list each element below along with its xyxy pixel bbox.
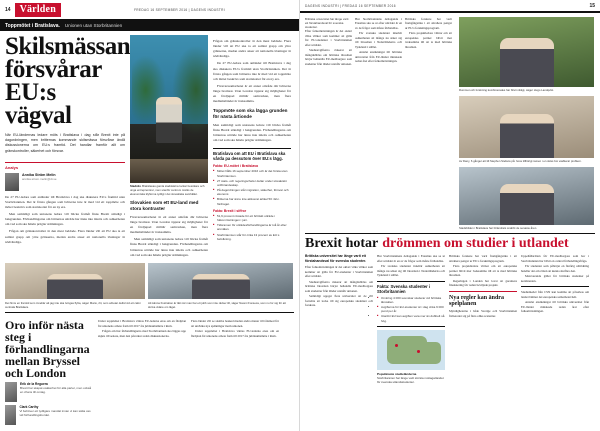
- quote-avatar: [5, 405, 16, 425]
- section-title: Toppmötet i Bratislava.: [5, 23, 60, 29]
- quote-text: Brexit har skapat osäkerhet för alla parter, men också en chans till omtag.: [19, 386, 91, 395]
- right-photo-mid: [459, 96, 594, 158]
- list-item: ■ Storbritannien står för cirka 13 procent av EU:s befolkning.: [213, 233, 291, 241]
- paragraph: Efter folkomröstningen är det oklart vilka villkor som kommer att gälla för EU-studenter i Storbritannien efter utträdet.: [305, 29, 352, 47]
- feature-col-2: [377, 254, 445, 384]
- strip-caption-left: Det finns en framtid som innebär att jag inte ska tvingas flytta, säger Mario, 24, som arbetar deltid vid ett café i centrala Bratislava.: [5, 300, 142, 309]
- paragraph: Studieavgifterna riskerar att mångdubblas om brittiska lärosäten börjar behandla EU-medborgare som studenter från länder utanför unionen.: [305, 48, 352, 66]
- photo-subject: [156, 97, 182, 143]
- right-top-kicker: Brittiska universitet har länge varit ett förstahandsval för svenska studenter.: [305, 17, 349, 30]
- lead-paragraph: Frågan om gränskontroller är den mest laddade. Flera länder vill att EU ska ta ett samlat grepp om yttre gränserna, medan andra anser att nationella lösningar är nödvändiga.: [213, 39, 291, 59]
- bottom-paragraph: Under toppmötet i Bratislava väntas EU-ledarna enas om en färdplan för unionens arbete fram till 2017 års jubileumsmöte i Rom.: [191, 329, 279, 338]
- quote-text: Vi behöver ett tydligare mandat innan vi kan sätta oss vid förhandlingsbordet.: [19, 409, 91, 418]
- factbox: [213, 148, 291, 241]
- list-item: ■ Britterna har ännu inte aktiverat artikel 50 i EU-fördraget.: [213, 197, 291, 205]
- lead-photo: [130, 35, 208, 183]
- quote-name: Erik de la Reguera: [19, 382, 48, 387]
- paragraph: Studieavgifterna riskerar att mångdubblas om brittiska lärosäten börjar behandla EU-medborgare som studenter från länder utanför unionen.: [305, 279, 373, 293]
- bottom-paragraph: Frågan om hur förhandlingarna med Storbritannien ska läggas upp skjuts till senare, men den påverkar redan diskussionerna.: [98, 329, 186, 338]
- list-item: ■ • Utanför EU kan avgiften vara mer än dubbelt så hög.: [377, 314, 445, 322]
- factbox-title: Bratislava om att EU i Bratislava ska vårda pa dessutom över EU:s lägg.: [213, 151, 286, 162]
- divider: [305, 233, 595, 234]
- lead-paragraph: De 27 EU-ledare som anländer till Bratislava i dag ska diskutera EU:s framtid utan Storbritannien. Det är första gången som britterna inte är med vid ett toppmöte och mötet beskrivs som startskottet för en ny era.: [213, 61, 291, 81]
- feature-columns: [300, 251, 600, 384]
- photo-subject: [192, 274, 250, 299]
- list-item: ■ 51,9 procent röstade för ett brittiskt utträde i folkomröstningen i juni.: [213, 214, 291, 222]
- feature-col-1: [305, 254, 373, 384]
- paragraph: Regeringen i London har lovat att garantera finansiering för redan beviljade projekt.: [449, 278, 517, 288]
- paragraph: Hur Storbritanniens deltagande i Erasmus ska se ut efter utträdet är en av de frågor som måste förhandlas.: [355, 17, 402, 30]
- feature-kicker: Brittiska universitet har länge varit ett förstahandsval för svenska studenter.: [305, 254, 367, 263]
- list-item: ■ På dagordningen står migration, säkerhet, försvar och ekonomi.: [213, 188, 291, 196]
- paragraph: För svenska studenter innebär osäkerheten att många nu söker sig till lärosäten i Nederländerna och Tyskland i stället.: [355, 31, 402, 49]
- quote-name: Clark Carthy: [19, 405, 39, 410]
- paragraph: För studenter som påbörjat en flerårig utbildning handlar det om rätten att kunna slutföra den.: [521, 264, 589, 273]
- bottom-body-column-2: [191, 319, 279, 428]
- map-marker: [395, 344, 398, 347]
- lead-paragraph: Frågan om gränskontroller är den mest laddade. Flera länder vill att EU ska ta ett samlat grepp om yttre gränserna, medan andra anser att nationella lösningar är nödvändiga.: [5, 229, 125, 244]
- map-title: Populäraste studieländerna: [377, 371, 417, 376]
- bottom-paragraph: Under toppmötet i Bratislava väntas EU-ledarna enas om en färdplan för unionens arbete fram till 2017 års jubileumsmöte i Rom.: [98, 319, 186, 328]
- divider: [521, 286, 589, 287]
- paragraph: Efter folkomröstningen är det oklart vilka villkor som kommer att gälla för EU-studenter i Storbritannien efter utträdet.: [305, 265, 373, 279]
- factbox-column: [213, 35, 291, 260]
- paragraph: Motsvarande gäller för brittiska studenter på kontinenten.: [521, 274, 589, 283]
- bottom-package: [0, 316, 299, 431]
- paragraph: Brittiska forskare har varit framgångsrika i att attrahera pengar ur EU:s forskningsprogram.: [405, 17, 452, 30]
- paragraph: Hur Storbritanniens deltagande i Erasmus ska se ut efter utträdet är en av de frågor som måste förhandlas.: [377, 254, 445, 263]
- paragraph: Flera projektledare vittnar om att europeiska partner blivit mer tveksamma till att ta med brittiska lärosäten.: [405, 31, 452, 49]
- paragraph: Brittiska forskare har varit framgångsrika i att attrahera pengar ur EU:s forskningsprogram.: [449, 254, 517, 263]
- lead-paragraph: Men samtidigt som unionens ledare vill blicka framåt finns Brexit ständigt i bakgrunden. Förhandlingarna om britternas utträde har ännu inte inletts och osäkerheten om vad som ska hända präglar stämningen.: [213, 122, 291, 143]
- paragraph: Studiemedel från CSN kan komma att påverkas om landet lämnar det europeiska samarbetet helt.: [521, 290, 589, 299]
- section-bar: [0, 21, 299, 31]
- quote-block: [5, 382, 93, 402]
- europe-map: [377, 330, 445, 370]
- right-top-photos: [459, 17, 594, 230]
- paragraph: Flera projektledare vittnar om att europeiska partner blivit mer tveksamma till att ta med brittiska lärosäten.: [449, 264, 517, 278]
- paragraph: Antalet ansökningar till brittiska universitet från EU-länder minskade redan året efter folkomröstningen.: [521, 300, 589, 314]
- author-avatar: [5, 173, 19, 191]
- lead-body-col3: [213, 39, 291, 104]
- paragraph: Myndigheterna i både Sverige och Storbritannien förbereder sig på flera olika scenarier.: [449, 309, 517, 318]
- factbox-subtitle-2: Fakta: Brexit i siffror: [213, 208, 247, 213]
- list-item: ■ Mötet hålls 16 september 2016 och är det första utan Storbritannien.: [213, 169, 291, 177]
- feature-col-3: [449, 254, 517, 384]
- strip-caption-right: Att känna frustration är lätt när man har ett jobb som inte räcker till, säger Naomi Fonseca, som nu for sig för att skriva vidare om läget.: [148, 300, 286, 309]
- lead-paragraph: De 27 EU-ledare som anländer till Bratislava i dag ska diskutera EU:s framtid utan Storbritannien. Det är första gången som britterna inte är med vid ett toppmöte och mötet beskrivs som startskottet för en ny era.: [5, 194, 125, 210]
- author-email: annika.strom.melin@di.se: [22, 177, 57, 182]
- photo-ground: [130, 159, 208, 183]
- minibox-title: Fakta: Svenska studenter i Storbritannien: [377, 283, 431, 294]
- lead-paragraph: Men samtidigt som unionens ledare vill blicka framåt finns Brexit ständigt i bakgrunden. Förhandlingarna om britternas utträde har ännu inte inletts och osäkerheten om vad som ska hända präglar stämningen.: [130, 237, 208, 257]
- analysis-label: Analys: [5, 162, 125, 170]
- photo-subject: [500, 114, 554, 157]
- map-marker: [417, 350, 420, 353]
- photo-subject: [500, 184, 554, 225]
- section-subtitle: Unionen utan Storbritannien: [64, 23, 123, 28]
- subhead-a: Slovakien som ett EU-land med stora kontraster: [130, 200, 199, 211]
- right-top-col: [355, 17, 402, 67]
- photo-subject: [47, 274, 103, 299]
- paragraph: Uppehållsrätten för EU-medborgare som bor i Storbritannien har blivit en central förhandlingsfråga.: [521, 254, 589, 263]
- lead-paragraph: Men samtidigt som unionens ledare vill blicka framåt finns Brexit ständigt i bakgrunden. Förhandlingarna om britternas utträde har ännu inte inletts och osäkerheten om vad som ska hända präglar stämningen.: [5, 212, 125, 227]
- minibox-list: [377, 296, 445, 323]
- list-item: ■ 27 stats- och regeringschefer deltar under slovakiskt ordförandeskap.: [213, 179, 291, 187]
- feature-headline: [300, 237, 600, 251]
- lead-body: [5, 195, 125, 245]
- masthead-right: [300, 0, 600, 13]
- lead-paragraph: Försvarssamarbetet är ett annat område där britterna länge bromsat. Utan London öppnar sig möjligheter för en fördjupad militär samverkan, men flera medlemsländer är tveksamma.: [213, 83, 291, 104]
- caption-lead-in: Stadsliv.: [130, 184, 142, 188]
- right-photo-bottom-caption: Stadsbilden i Bratislava har förändrats snabbt de senaste åren.: [459, 225, 538, 230]
- paragraph: Antalet ansökningar till brittiska universitet från EU-länder minskade redan året efter folkomröstningen.: [355, 50, 402, 64]
- right-top-col: [305, 17, 352, 67]
- feature-col-4: [521, 254, 589, 384]
- right-top-col: [405, 17, 452, 67]
- map-landmass: [411, 342, 441, 364]
- list-item: ■ Tidsramen för utträdesförhandlingarna är två år efter anmälan.: [213, 223, 291, 231]
- masthead-meta-left: FREDAG 16 SEPTEMBER 2016 | DAGENS INDUSTRI: [134, 8, 225, 12]
- lead-text-column: [5, 33, 131, 260]
- bottom-headline: Oro inför nästa steg i förhandlingarna mellan Bryssel och London: [5, 318, 90, 381]
- right-top-text: [305, 17, 455, 230]
- strip-photo-left: [5, 263, 145, 299]
- list-item: ■ • Omkring 4 000 svenskar studerar vid brittiska lärosäten.: [377, 296, 445, 304]
- headline-line-2: försvårar: [5, 56, 102, 83]
- brand-logo: Världen: [15, 3, 61, 17]
- subhead-b: Toppmöte som ska lägga grunden för nästa årtionde: [213, 108, 288, 119]
- lead-body-col2: [130, 215, 208, 258]
- feature-headline-left: Brexit hotar: [305, 236, 379, 252]
- lead-paragraph: Försvarssamarbetet är ett annat område där britterna länge bromsat. Utan London öppnar sig möjligheter för en fördjupad militär samverkan, men flera medlemsländer är tveksamma.: [130, 214, 208, 235]
- right-page: [300, 0, 600, 431]
- strip-photo-right: [148, 263, 293, 299]
- photo-strip-captions: [0, 299, 299, 310]
- right-photo-top: [459, 17, 594, 87]
- headline-line-3: EU:s vägval: [5, 79, 72, 129]
- byline: [5, 173, 125, 191]
- standfirst: När EU-ländernas ledare möts i Bratislava i dag står Brexit inte på dagordningen, men britternas kommande skilsmässa försvårar ändå diskussionerna om EU:s framtid. Det handlar framför allt om gränskontroller, säkerhet och försvar.: [5, 133, 125, 153]
- bottom-body-column-1: [98, 319, 186, 428]
- list-item: ■ • Avgifterna för EU-studenter är i dag cirka 9 000 pund per år.: [377, 305, 445, 313]
- author-name: Annika Ström Melin: [22, 172, 56, 177]
- lead-body-col3b: [213, 123, 291, 143]
- paragraph: För svenska studenter innebär osäkerheten att många nu söker sig till lärosäten i Nederländerna och Tyskland i stället.: [377, 264, 445, 278]
- page-title: [5, 33, 131, 129]
- factbox-list-2: [213, 214, 291, 241]
- folio-right: 15: [589, 3, 595, 9]
- divider: [5, 312, 294, 313]
- lead-story: [0, 31, 299, 260]
- lead-photo-caption: Stadsliv. Bratislavas gamla stadskärna lockar besökare och unga entreprenörer, men utanför centrum märks de ekonomiska klyftorna tydligt i det slovakiska samhället.: [130, 184, 205, 196]
- factbox-subtitle-1: Fakta: EU-mötet i Bratislava: [213, 164, 259, 169]
- quote-avatar: [5, 382, 17, 402]
- lead-photo-column: [130, 35, 208, 260]
- feature-headline-right: drömmen om studier i utlandet: [382, 236, 569, 252]
- photo-subject: [500, 38, 554, 87]
- right-photo-top-caption: Rummet och forskning kombinerades har blivit viktigt, säger Hugo Landqvist.: [459, 88, 554, 92]
- folio-left: 14: [5, 7, 11, 13]
- right-top-row: [300, 13, 600, 230]
- factbox-list-1: [213, 169, 291, 206]
- quote-block: [5, 405, 93, 425]
- bottom-headline-column: [5, 319, 93, 428]
- paragraph: Samtidigt uppger flera universitet att de vill fortsätta att locka till sig europeiska studenter och forskare.: [305, 294, 373, 308]
- divider: [449, 291, 517, 292]
- right-photo-mid-caption: Av Dany, 6 gånger att till Stephen Stefans på: hoss tillhörigt ramen i en skiss bor etablerar problem.: [459, 158, 582, 163]
- right-photo-bottom: [459, 167, 594, 225]
- masthead-left: [0, 0, 299, 21]
- photo-strip: [0, 260, 299, 299]
- headline-line-1: Skilsmässan: [5, 33, 131, 60]
- side-headline: Nya regler kan ändra spelplanen: [449, 294, 504, 307]
- minibox: [377, 281, 445, 327]
- masthead-meta-right: DAGENS INDUSTRI | FREDAG 16 SEPTEMBER 2016: [305, 4, 396, 8]
- map-note: Storbritannien har länge varit största mottagarlandet för svenska utlandsstudenter.: [377, 375, 444, 384]
- bottom-paragraph: Flera länder vill se snabba besked medan andra manar till tålamod för att undvika nya spänningar inom unionen.: [191, 319, 279, 328]
